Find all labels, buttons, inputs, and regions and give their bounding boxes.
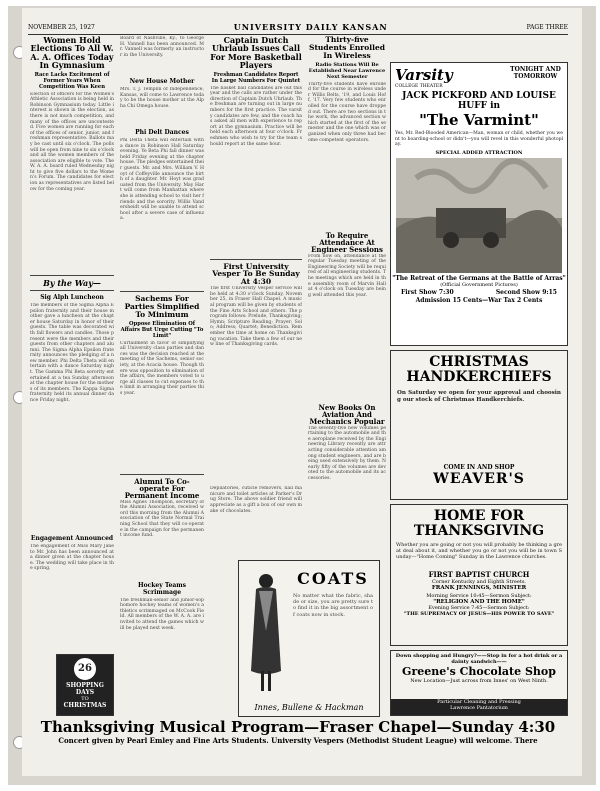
store-name: WEAVER'S (433, 470, 525, 487)
ad-body: No matter what the fabric, shade or size, you are pretty sure to find it in the big assortment of coats now in stock. (293, 593, 373, 618)
column-1 (30, 36, 114, 604)
article-headline: First University Vesper To Be Sunday At 4:30 (212, 261, 300, 287)
church-address: Corner Kentucky and Eighth Streets. (431, 578, 527, 585)
footer-banner (28, 718, 568, 756)
article-subhead: Radio Stations Will Be Established Near Lawrence Next Semester (308, 61, 386, 80)
banner-subtitle: Concert given by Pearl Emley and Fine Arts Students. University Vespers (Methodist Student League) will welcome. There (58, 736, 538, 745)
attraction-label: SPECIAL ADDED ATTRACTION (435, 150, 523, 156)
sermon-subject: "RELIGION AND THE HOME" (433, 598, 525, 605)
ad-title: CHRISTMAS HANDKERCHIEFS (406, 354, 552, 386)
article-subhead: Race Lacks Excitement of Former Years When Competition Was Keen (34, 71, 110, 90)
show-times (391, 288, 567, 297)
handkerchiefs-advertisement (390, 350, 568, 500)
ad-title: COATS (297, 569, 369, 588)
sermon-subject: "THE SUPREMACY OF JESUS—HIS POWER TO SAVE" (403, 610, 555, 617)
theater-subname: COLLEGE THEATER (395, 84, 443, 89)
article-headline: Alumni To Co-operate For Permanent Income (124, 476, 200, 501)
church-minister: FRANK JENNINGS, MINISTER (431, 584, 527, 591)
column-3 (210, 36, 302, 546)
second-show: Second Show 9:15 (495, 289, 557, 296)
varsity-theater-advertisement (390, 62, 568, 346)
section-header: By the Way— (43, 277, 101, 288)
theater-header (391, 63, 567, 89)
service-time: Morning Service 10:45—Sermon Subject: (426, 592, 532, 599)
feature-note: (Official Government Pictures) (440, 282, 518, 288)
shopping-days-countdown (56, 654, 114, 716)
article-body: The first University Vesper service will be held at 4:30 o'clock Sunday, November 25, in Fraser Hall Chapel. A musical program will be given by students of the Fine Arts School and others. The program follows: Prelude, Thanksgiving; Hymn; Scripture Reading; Prayer; Solo; Address; Quartet; Benediction. Remember the time at home on Thanksgiving vacation. Take them a few of our new line of Thanksgiving cards. (210, 286, 302, 348)
showtime-label: TONIGHT AND TOMORROW (510, 66, 561, 80)
item-heading: Engagement Announced (30, 534, 114, 542)
pantatorium-strip (391, 699, 567, 715)
article-body: The basket ball candidates are out this year and the calls are rather under the direction of Captain Dutch Uhrlaub. The freshman are turning out in large numbers for the first practice. The varsity candidates are few, and the coach has asked all men with experience to report at the gymnasium. Practice will be held each afternoon at four o'clock. Freshmen who wish to try for the team should report at the same hour. (210, 85, 302, 147)
ad-body: On Saturday we open for your approval and choosing our stock of Christmas Handkerchiefs. (397, 389, 561, 403)
article-body: The freshman-senior and junior-sophomore hockey teams of women's athletics scrimmaged on McCook Field. All members of the W. A. A. are invited to attend the games which will be played next week. (120, 597, 204, 631)
church-advertisement (390, 504, 568, 646)
article-body: Curtailment in favor of simplifying all University class parties and dances was the decision reached at the meeting of the Sachems, senior society, at the Acacia house. Though there was opposition to elimination of the affairs, the members voted to urge all classes to cut expenses to the limit in arranging their parties this year. (120, 340, 204, 396)
woman-in-coat-icon (243, 571, 289, 701)
article-headline: Women Hold Elections To All W. A. A. Offices Today In Gymnasium (30, 35, 114, 71)
battle-scene-image (396, 158, 562, 273)
banner-title: Thanksgiving Musical Program—Fraser Chapel—Sunday 4:30 (40, 718, 556, 736)
issue-date: NOVEMBER 25, 1927 (28, 23, 95, 31)
feature-title: "The Retreat of the Germans at the Battle of Arras" (392, 275, 566, 282)
film-title: "The Varmint" (419, 111, 539, 129)
item-heading: New House Mother (129, 78, 195, 85)
theater-name: Varsity (395, 66, 453, 84)
first-show: First Show 7:30 (401, 289, 454, 296)
strip-line: Particular Cleaning and Pressing (437, 699, 521, 705)
item-heading: Hockey Teams Scrimmage (137, 581, 187, 596)
article-body: Board of Nashville, Ky., to George H. Vannell has been announced. Mr. Vannell was formerly an instructor in the University. (120, 36, 204, 58)
page-number: PAGE THREE (526, 23, 568, 31)
countdown-line: SHOPPING DAYS (66, 682, 104, 696)
article-body: Thirty-five students have enrolled for the course in wireless under Willis Belts, '19, and Louis Hoff, '17. Very few students who enrolled for the course have dropped out. There are two sections in the work, the advanced section which started at the first of the semester and the one which was organized when only three had become competent operators. (308, 81, 386, 143)
article-headline: New Books On Aviation And Mechanics Popular (309, 402, 385, 427)
admission-price: Admission 15 Cents—War Tax 2 Cents (415, 297, 543, 304)
ad-teaser: Down shopping and Hungry?——Stop in for a hot drink or a dainty sandwich—— (395, 653, 563, 665)
ad-subtitle: New Location—Just across from Innes' on West Ninth. (410, 678, 548, 684)
article-body: From now on, attendance at the regular Tuesday meeting of the Engineering Society will be required of all engineering students. The meetings which are held in the assembly room of Marvin Hall at 4 o'clock on Tuesday are being well attended this year. (308, 253, 386, 298)
masthead (28, 20, 568, 35)
film-tagline: Yes, Mr. Red-Blooded American—Man, woman or child, whether you went to boarding-school or didn't—you will revel in this wonderful photoplay. (395, 131, 563, 148)
article-subhead: Oppose Elimination Of Affairs But Urge Cutting "To Limit" (120, 320, 204, 339)
strip-line: Lawrence Pantatorium (450, 705, 508, 711)
article-body: Phi Delta Theta will entertain with a dance in Robinson Hall Saturday evening. Ye Beta Phi fall dinner was held Friday evening at the chapter house. The pledges entertained their guests. Mr. and Mrs. William V. Hoyt of Coffeyville announce the birth of a daughter. Mr. Hoyt was graduated from the University. May Hart will come from Manhattan where she is attending school to visit her friends and the sorority. Willis Vandersheidt will be unable to attend school after a severe case of influenza. (120, 138, 204, 222)
engagement-notice: The engagement of Miss Mary Jane to Mr. John has been announced at a dinner given at the chapter house. The wedding will take place in the spring. (30, 543, 114, 572)
article-body: Election of officers for the Women's Athletic Association is being held in Robinson Gymnasium today. Little interest is shown in the election, as there is not much competition, and many of the offices are uncontested. Five women are running for each of the offices of senior, junior, and freshman representative. Ballots may be cast until six o'clock. The polls will be open from nine to six o'clock and all the women members of the association are eligible to vote. The W. A. A. board ruled Wednesday night to give five dollars to the Women's Forum. The candidates for election as representatives are listed below for the coming year. (30, 91, 114, 192)
countdown-line: TO (81, 696, 89, 702)
article-body: The seventy-five new volumes pertaining to the automobile and the aeroplane received by the Engineering Library recently are attracting considerable attention among student engineers, and are being used extensively by them. Nearly fifty of the volumes are devoted to the automobile and its accessories. (308, 425, 386, 482)
column-4 (308, 36, 386, 576)
item-heading: Sig Alph Luncheon (40, 293, 104, 301)
article-headline: Sachems For Parties Simplified To Minimum (124, 294, 200, 319)
society-notes: The members of the Sigma Alpha Epsilon fraternity and their house mother gave a luncheon at the chapter house Saturday in honor of their guests. The table was decorated with fall flowers and candles. Those present were the members and their guests from other chapters and alumni. The Sigma Alpha Epsilon fraternity announces the pledging of a new member. Phi Delta Theta will entertain with a dance Saturday night. The Gamma Phi Beta sorority entertained at a tea Sunday afternoon at the chapter house for the mothers of its members. The Kappa Sigma fraternity held its annual dinner dance Friday night. (30, 302, 114, 404)
church-name: FIRST BAPTIST CHURCH (428, 569, 530, 579)
article-body: Mrs. T. J. Templin of Independence, Kansas, will come to Lawrence today to be the house mother at the Alpha Chi Omega house. (120, 87, 204, 109)
coats-advertisement (238, 560, 380, 717)
article-headline: Thirty-five Students Enrolled In Wireless (309, 35, 385, 60)
advertisement-text: Depilatories, cuticle removers, nail manicure and toilet articles at Parker's Drug Store. The above soldier friend will appreciate as a gift a box of our own make of chocolates. (210, 486, 302, 514)
newspaper-title: UNIVERSITY DAILY KANSAN (233, 22, 388, 32)
countdown-number: 26 (74, 658, 96, 680)
ad-title: Greene's Chocolate Shop (402, 665, 556, 678)
column-2 (120, 36, 204, 668)
film-stars: JACK PICKFORD AND LOUISE HUFF in (402, 91, 556, 111)
article-body: Miss Agnes Thompson, secretary of the Alumni Association, received word this morning from the Alumni Association of the State Normal Training School that they will co-operate in the campaign for the permanent income fund. (120, 499, 204, 539)
article-headline: To Require Attendance At Engineer Sessions (311, 230, 383, 255)
article-headline: Captain Dutch Uhrlaub Issues Call For More Basketball Players (210, 35, 302, 71)
ad-cta: COME IN AND SHOP (443, 463, 515, 471)
ad-title: HOME FOR THANKSGIVING (413, 508, 545, 540)
chocolate-shop-advertisement (390, 650, 568, 716)
countdown-line: CHRISTMAS (63, 702, 107, 709)
ad-body: Whether you are going or not you will probably be thinking a great deal about it, and whether you go or not you will be in town Sunday—"Home Coming" Sunday in the Lawrence churches. (396, 541, 562, 560)
article-subhead: Freshman Candidates Report In Large Numbers For Quintet (211, 71, 301, 84)
item-heading: Phi Delt Dances (135, 129, 189, 136)
store-signature: Innes, Bullene & Hackman (254, 703, 364, 712)
service-time: Evening Service 7:45—Sermon Subject: (428, 604, 530, 611)
